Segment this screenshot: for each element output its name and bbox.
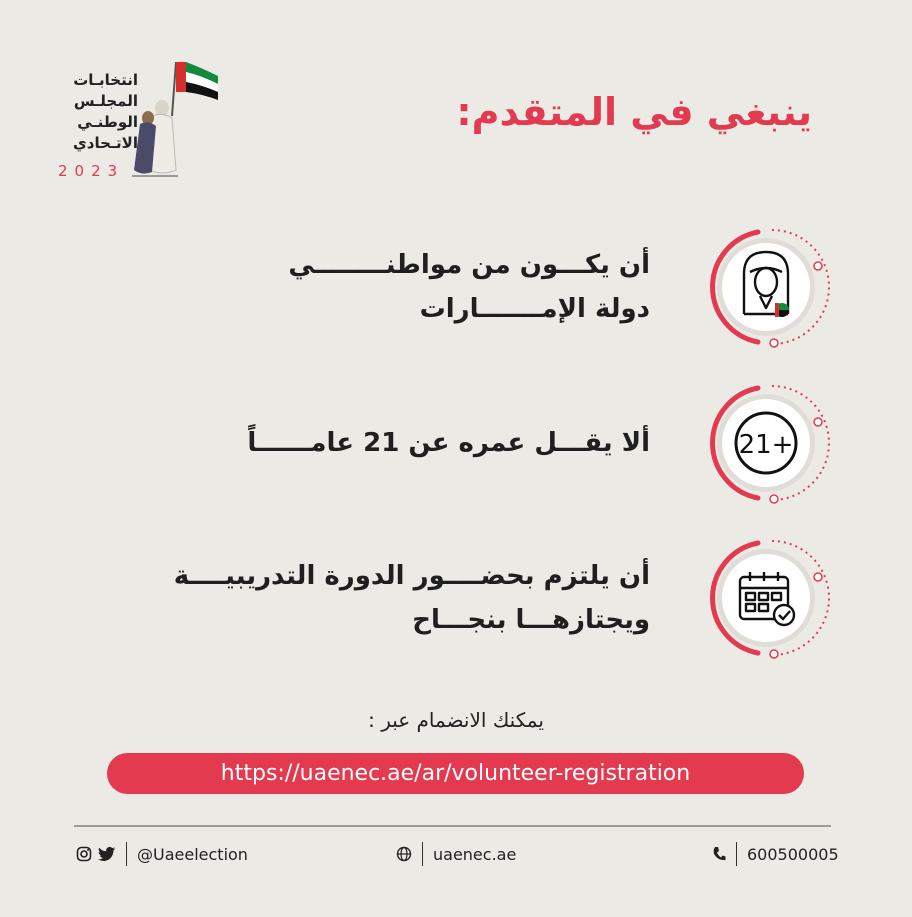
footer-phone — [712, 841, 839, 867]
logo-line: انتخابـات — [73, 71, 138, 89]
requirement-text — [150, 222, 650, 352]
election-logo — [50, 58, 225, 188]
requirement-line: ويجتازهـــا بنجـــاح — [412, 605, 650, 635]
footer-website — [396, 841, 516, 867]
requirement-line: ألا يقـــل عمره عن 21 عامــــــاً — [247, 428, 650, 458]
logo-line: الاتـحادي — [73, 134, 138, 152]
phone-icon — [712, 846, 726, 862]
requirement-line: أن يكـــون من مواطنــــــــي — [288, 250, 650, 280]
twitter-icon[interactable] — [98, 846, 116, 862]
instagram-icon[interactable] — [76, 846, 92, 862]
globe-icon — [396, 846, 412, 862]
flag-bearers-icon — [132, 58, 224, 186]
age-21-plus-icon — [700, 378, 830, 508]
requirement-item — [150, 533, 830, 663]
requirement-line: دولة الإمـــــــارات — [419, 294, 650, 324]
emirati-man-icon — [700, 222, 830, 352]
logo-line: الوطنـي — [77, 113, 138, 131]
calendar-check-icon — [700, 533, 830, 663]
logo-line: المجلـس — [73, 92, 138, 110]
requirement-item — [150, 378, 830, 508]
website-link[interactable]: uaenec.ae — [433, 844, 517, 864]
requirement-line: أن يلتزم بحضــــور الدورة التدريبيــــة — [173, 561, 650, 591]
phone-number[interactable]: 600500005 — [747, 844, 839, 864]
requirement-text — [150, 378, 650, 508]
registration-url-link[interactable]: https://uaenec.ae/ar/volunteer-registration — [107, 753, 804, 794]
svg-text:21+: 21+ — [738, 430, 794, 460]
requirement-item — [150, 222, 830, 352]
footer-separator — [126, 842, 127, 866]
requirement-text — [150, 533, 650, 663]
footer-separator — [736, 842, 737, 866]
join-text: يمكنك الانضمام عبر : — [368, 708, 544, 732]
logo-text — [58, 70, 138, 154]
page-title: ينبغي في المتقدم: — [456, 90, 812, 134]
footer-social — [76, 841, 248, 867]
footer-separator — [422, 842, 423, 866]
social-handle[interactable]: @Uaeelection — [137, 844, 248, 864]
logo-year: 2023 — [58, 162, 125, 180]
footer-divider — [74, 825, 831, 827]
